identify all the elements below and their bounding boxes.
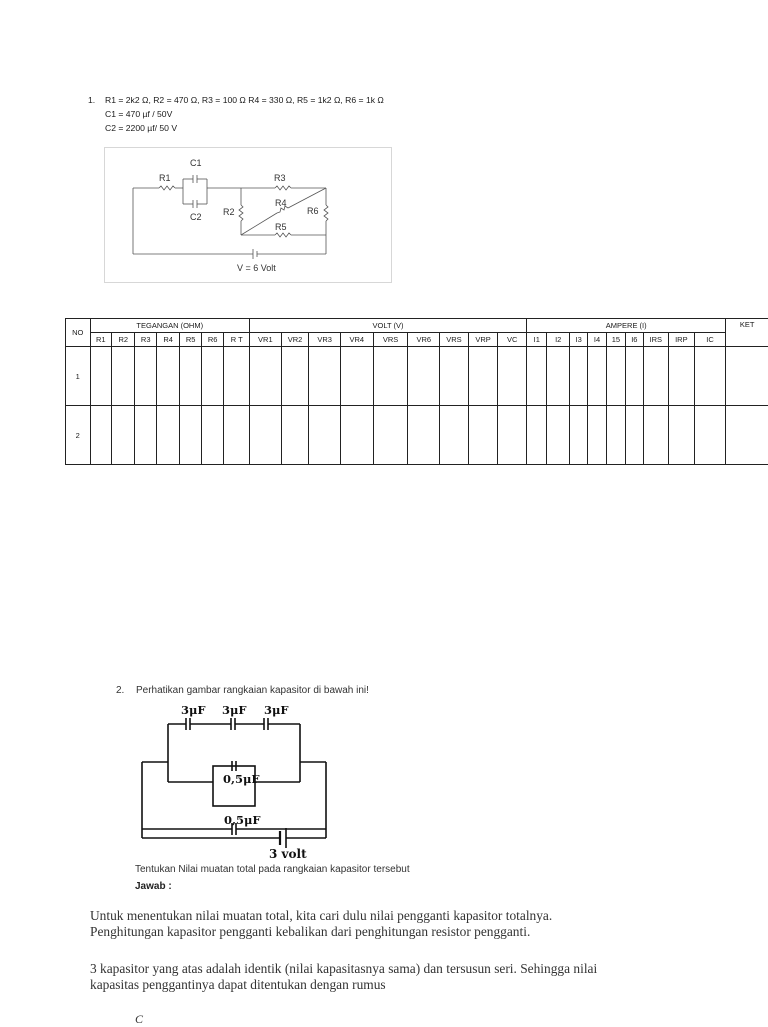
col-header: I6 xyxy=(626,333,643,347)
col-header: 15 xyxy=(606,333,625,347)
col-header: VR6 xyxy=(408,333,440,347)
header-ket: KET xyxy=(726,319,768,347)
question-2-prompt: Perhatikan gambar rangkaian kapasitor di bawah ini! xyxy=(136,685,369,696)
col-header: VR1 xyxy=(250,333,282,347)
col-header: VRP xyxy=(468,333,498,347)
col-header: VR2 xyxy=(281,333,309,347)
col-header: VRS xyxy=(440,333,469,347)
answer-paragraph-2 xyxy=(90,961,730,993)
col-header: I1 xyxy=(527,333,547,347)
col-header: IRP xyxy=(669,333,695,347)
col-header: IC xyxy=(694,333,726,347)
table-row xyxy=(66,347,768,406)
table-group-header-row xyxy=(66,319,768,333)
col-header: R T xyxy=(224,333,250,347)
circuit-diagram-1-svg xyxy=(105,148,391,282)
col-header: R1 xyxy=(90,333,111,347)
table-column-header-row xyxy=(66,333,768,347)
row-number: 2 xyxy=(66,406,91,465)
col-header: R5 xyxy=(180,333,201,347)
label-top-cap-2: 3μF xyxy=(222,703,247,717)
question-2-prompt-line xyxy=(116,685,369,696)
col-header: VR3 xyxy=(309,333,341,347)
question-2-number: 2. xyxy=(116,685,136,696)
circuit-diagram-1 xyxy=(104,147,392,283)
label-c2: C2 xyxy=(190,212,202,222)
header-no: NO xyxy=(66,319,91,347)
question-1-line-1 xyxy=(88,93,384,107)
question-2-task: Tentukan Nilai muatan total pada rangkaian kapasitor tersebut xyxy=(135,864,410,875)
col-header: R4 xyxy=(156,333,180,347)
label-r3: R3 xyxy=(274,173,286,183)
answer-paragraph-2-line-1: 3 kapasitor yang atas adalah identik (nilai kapasitasnya sama) dan tersusun seri. Sehingga nilai xyxy=(90,961,730,977)
header-tegangan: TEGANGAN (OHM) xyxy=(90,319,249,333)
col-header: I4 xyxy=(588,333,606,347)
col-header: R6 xyxy=(201,333,223,347)
row-number: 1 xyxy=(66,347,91,406)
label-c1: C1 xyxy=(190,158,202,168)
label-battery-voltage: 3 volt xyxy=(269,847,307,861)
answer-paragraph-1 xyxy=(90,908,730,940)
formula-fragment: C xyxy=(135,1012,143,1027)
label-r4: R4 xyxy=(275,198,287,208)
answer-paragraph-1-line-2: Penghitungan kapasitor pengganti kebalikan dari penghitungan resistor pengganti. xyxy=(90,924,730,940)
answer-label: Jawab : xyxy=(135,881,172,892)
label-mid-cap: 0,5μF xyxy=(223,772,260,786)
question-1-number: 1. xyxy=(88,93,105,107)
col-header: IRS xyxy=(643,333,669,347)
label-top-cap-1: 3μF xyxy=(181,703,206,717)
col-header: I2 xyxy=(547,333,569,347)
label-r6: R6 xyxy=(307,206,319,216)
label-r2: R2 xyxy=(223,207,235,217)
circuit-diagram-2 xyxy=(134,700,344,862)
header-volt: VOLT (V) xyxy=(250,319,527,333)
circuit-diagram-2-svg xyxy=(134,700,344,862)
col-header: R2 xyxy=(111,333,135,347)
label-top-cap-3: 3μF xyxy=(264,703,289,717)
table-row xyxy=(66,406,768,465)
answer-paragraph-1-line-1: Untuk menentukan nilai muatan total, kita cari dulu nilai pengganti kapasitor totalnya. xyxy=(90,908,730,924)
label-voltage: V = 6 Volt xyxy=(237,263,276,273)
col-header: VR4 xyxy=(340,333,373,347)
measurement-table xyxy=(65,318,768,465)
question-1-block xyxy=(88,93,384,135)
col-header: VC xyxy=(498,333,527,347)
col-header: R3 xyxy=(135,333,156,347)
capacitor-c2-value: C2 = 2200 µf/ 50 V xyxy=(88,121,384,135)
answer-paragraph-2-line-2: kapasitas penggantinya dapat ditentukan dengan rumus xyxy=(90,977,730,993)
col-header: I3 xyxy=(569,333,587,347)
capacitor-c1-value: C1 = 470 µf / 50V xyxy=(88,107,384,121)
label-r5: R5 xyxy=(275,222,287,232)
header-ampere: AMPERE (I) xyxy=(527,319,726,333)
label-r1: R1 xyxy=(159,173,171,183)
resistor-values: R1 = 2k2 Ω, R2 = 470 Ω, R3 = 100 Ω R4 = 330 Ω, R5 = 1k2 Ω, R6 = 1k Ω xyxy=(105,95,384,105)
col-header: VRS xyxy=(373,333,408,347)
label-bottom-cap: 0,5μF xyxy=(224,813,261,827)
